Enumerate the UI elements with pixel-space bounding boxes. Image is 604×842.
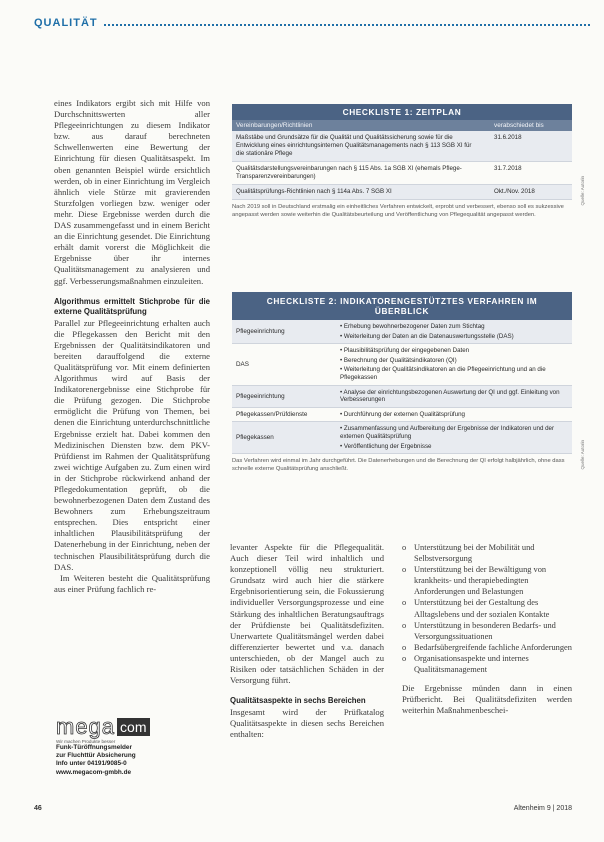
checklist-2-item: • Weiterleitung der Qualitätsindikatoren an die Pflegeeinrichtung und an die Pflegekassen [340, 366, 546, 381]
middle-paragraph-1: levanter Aspekte für die Pflegequalität. Auch dieser Teil wird inhaltlich und konzeptionell völlig neu strukturiert. Grundsatz wird auch hier die stärkere Ergebnisorientierung sein, die Fokussierung individueller Versorgungsprozesse und eine Stärkung des inhaltlichen Beratungsauftrags der Prüfdienste bei Qualitätsdefiziten. Unerwartete Qualitätsmängel werden dabei differenzierter bewertet und v.a. danach unterschieden, ob der Mangel auch zu Risiken oder tatsächlichen Schäden in der Versorgung führt. [230, 542, 384, 686]
checklist-1 [232, 104, 572, 219]
checklist-1-row-text: Qualitätsdarstellungsvereinbarungen nach § 115 Abs. 1a SGB XI (ehemals Pflege-Transparenzvereinbarungen) [236, 165, 462, 180]
checklist-2-item: • Durchführung der externen Qualitätsprüfung [340, 410, 465, 418]
page-footer [34, 805, 572, 812]
checklist-1-col-right: verabschiedet bis [494, 122, 544, 129]
checklist-1-header [232, 120, 572, 131]
magazine-issue: Altenheim 9 | 2018 [513, 805, 572, 812]
left-paragraph-3: Im Weiteren besteht die Qualitätsprüfung aus einer Prüfung fachlich re- [54, 572, 210, 594]
checklist-2-row-items [336, 386, 572, 407]
checklist-2-row [232, 344, 572, 385]
ad-tagline: Wir machen Produkte besser [56, 739, 116, 744]
left-column [54, 98, 210, 595]
checklist-2-row [232, 386, 572, 408]
list-item: o Unterstützung in besonderen Bedarfs- und Versorgungssituationen [402, 620, 556, 641]
middle-body [230, 542, 384, 741]
checklist-1-row-date: Okt./Nov. 2018 [494, 188, 535, 195]
right-column [402, 542, 572, 716]
checklist-1-title: CHECKLISTE 1: ZEITPLAN [232, 104, 572, 120]
list-item: o Unterstützung bei der Bewältigung von krankheits- und therapiebedingten Anforderungen und Belastungen [402, 565, 547, 597]
checklist-1-row-date: 31.7.2018 [494, 165, 522, 172]
checklist-2-item: • Zusammenfassung und Aufbereitung der Ergebnisse der Indikatoren und der externen Qualitätsprüfung [340, 425, 555, 440]
checklist-2-item: • Weiterleitung der Daten an die Datenauswertungsstelle (DAS) [340, 332, 514, 340]
list-item: o Unterstützung bei der Mobilität und Selbstversorgung [402, 543, 535, 564]
ad-line-1: Funk-Türöffnungsmelder [56, 744, 132, 751]
checklist-1-row-text: Qualitätsprüfungs-Richtlinien nach § 114a Abs. 7 SGB XI [236, 188, 392, 195]
checklist-2-row-items [336, 408, 572, 422]
ad-line-3: Info unter 04191/9085-0 [56, 760, 127, 768]
left-body [54, 98, 210, 595]
quality-areas-list [402, 542, 572, 675]
page-number: 46 [34, 805, 42, 812]
middle-subheading: Qualitätsaspekte in sechs Bereichen [230, 696, 366, 706]
middle-paragraph-2: Insgesamt wird der Prüfkatalog Qualitätsaspekte in diesen sechs Bereichen enthalten: [230, 707, 384, 740]
checklist-2-item: • Veröffentlichung der Ergebnisse [340, 442, 432, 450]
list-item: o Unterstützung bei der Gestaltung des Alltagslebens und der sozialen Kontakte [402, 598, 550, 619]
checklist-2-row-label: DAS [236, 360, 249, 368]
checklist-1-col-left: Vereinbarungen/Richtlinien [236, 122, 313, 129]
right-paragraph: Die Ergebnisse münden dann in einen Prüfbericht. Bei Qualitätsdefiziten werden weiterhin Maßnahmenbeschei- [402, 683, 572, 716]
checklist-2-item: • Berechnung der Qualitätsindikatoren (QI) [340, 356, 457, 364]
list-item: o Bedarfsübergreifende fachliche Anforderungen [402, 642, 572, 652]
checklist-1-row [232, 185, 572, 200]
left-subheading: Algorithmus ermittelt Stichprobe für die externe Qualitätsprüfung [54, 296, 210, 316]
checklist-2-note: Das Verfahren wird einmal im Jahr durchgeführt. Die Datenerhebungen und die Berechnung der QI erfolgt halbjährlich, ohne dass schnelle externe Qualitätsprüfung anschließt. [232, 458, 565, 472]
left-paragraph-1: eines Indikators ergibt sich mit Hilfe von Durchschnittswerten aller Pflegeeinrichtungen zu diesem Indikator bzw. aus darauf berechneten Schwellenwerten eine Bewertung der Einrichtung für diesen Qualitätsaspekt. Im oben genannten Beispiel würde ersichtlich werden, ob in einer Einrichtung im Vergleich ähnlich viele Stürze mit gravierenden Sturzfolgen vorliegen bzw. weniger oder mehr. Diese Ergebnisse werden durch die DAS zusammengefasst und in einem Bericht an die Einrichtung gesendet. Die Einrichtung erhält damit vorerst die Möglichkeit die Ergebnisse über ihr internes Qualitätsmanagement zu analysieren und ggf. Verbesserungsmaßnahmen einzuleiten. [54, 98, 210, 286]
checklist-2-row-items [336, 320, 572, 343]
checklist-2-row-label: Pflegekassen/Prüfdienste [236, 411, 308, 419]
checklist-2-credit: Quelle: Autorin [580, 440, 585, 470]
checklist-2-item: • Erhebung bewohnerbezogener Daten zum Stichtag [340, 323, 485, 330]
checklist-1-row-text: Maßstäbe und Grundsätze für die Qualität und Qualitätssicherung sowie für die Entwicklung eines einrichtungsinternen Qualitätsmanagements nach § 113 SGB XI für die stationäre Pflege [236, 134, 472, 157]
checklist-1-row [232, 131, 572, 162]
checklist-2-row [232, 422, 572, 454]
megacom-advertisement [56, 714, 180, 802]
checklist-2-item: • Analyse der einrichtungsbezogenen Auswertung der QI und ggf. Einleitung von Verbesserungen [340, 388, 560, 404]
left-paragraph-2: Parallel zur Pflegeeinrichtung erhalten auch die Pflegekassen den Bericht mit den Ergebnissen der Qualitätsindikatoren und bereiten darauffolgend die externe Qualitätsprüfung vor. Mit einem definierten Algorithmus wird auf Basis der Indikatorenergebnisse eine Stichprobe für die Prüfung gezogen. Die Stichprobe ermöglicht die Prüfung von Themen, bei denen die Einrichtung unterdurchschnittliche Ergebnisse erzielt hat. Dabei kommen den Medizinischen Diensten bzw. dem PKV-Prüfdienst im Rahmen der Qualitätsprüfung zwei wichtige Aufgaben zu. Zum einen wird in der Stichprobe rückwirkend anhand der Pflegedokumentation geprüft, ob die bewohnerbezogenen Daten dem Zustand des Bewohners zum Erhebungszeitraum entsprechen. Dies entspricht einer inhaltlichen Plausibilitätsprüfung der Datenerhebung in der Einrichtung, neben der technischen Plausibilitätsprüfung durch die DAS. [54, 317, 210, 572]
header-dotted-rule [104, 20, 590, 26]
checklist-2-row-items [336, 344, 572, 384]
checklist-2-row-label: Pflegeeinrichtung [236, 392, 285, 400]
checklist-1-note: Nach 2019 soll in Deutschland erstmalig ein einheitliches Verfahren entwickelt, erprobt und verbessert, ebenso soll es sukzessive angepasst werden sowie weiterhin die Qualitätsbeurteilung und Veröffentlichung von Pflegequalität angepasst werden. [232, 204, 564, 218]
checklist-1-row-date: 31.6.2018 [494, 134, 522, 141]
ad-line-2: zur Fluchttür Absicherung [56, 752, 136, 760]
checklist-2 [232, 292, 572, 473]
middle-column [230, 542, 384, 741]
section-header [34, 16, 590, 30]
section-title: QUALITÄT [34, 17, 98, 29]
checklist-2-row-label: Pflegekassen [236, 434, 274, 442]
checklist-1-credit: Quelle: Autorin [580, 176, 585, 206]
checklist-2-title: CHECKLISTE 2: INDIKATORENGESTÜTZTES VERFAHREN IM ÜBERBLICK [232, 292, 572, 320]
ad-website-link[interactable]: www.megacom-gmbh.de [56, 768, 132, 776]
megacom-logo: mega com [56, 714, 180, 738]
list-item: o Organisationsaspekte und internes Qualitätsmanagement [402, 653, 529, 675]
checklist-2-row-label: Pflegeeinrichtung [236, 328, 285, 336]
checklist-2-row-items [336, 422, 572, 453]
checklist-2-row [232, 408, 572, 423]
checklist-2-item: • Plausibilitätsprüfung der eingegebenen Daten [340, 347, 470, 355]
checklist-1-row [232, 162, 572, 185]
checklist-2-row [232, 320, 572, 344]
